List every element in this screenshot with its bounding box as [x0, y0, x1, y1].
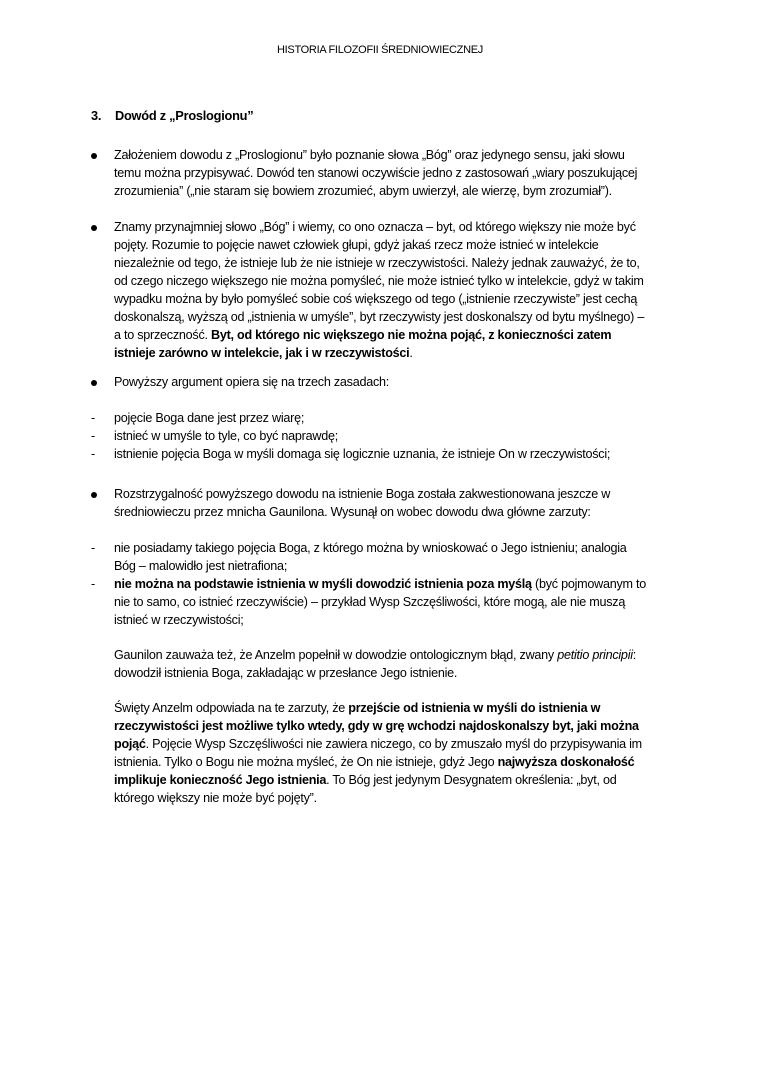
dash-marker: -	[91, 577, 95, 591]
bullet-marker	[91, 225, 97, 231]
dash-marker: -	[91, 411, 95, 425]
bold-run: nie można na podstawie istnienia w myśli dowodzić istnienia poza myślą	[114, 577, 532, 591]
text-line: Znamy przynajmniej słowo „Bóg” i wiemy, co ono oznacza – byt, od którego większy nie może być	[114, 220, 636, 234]
list-item	[114, 409, 674, 427]
dash-marker: -	[91, 541, 95, 555]
paragraph-gaunilo	[114, 485, 674, 521]
text-line: dowodził istnienia Boga, zakładając w przesłance Jego istnienie.	[114, 666, 458, 680]
text-line: niezależnie od tego, że istnieje lub że nie istnieje w rzeczywistości. Należy jednak zauważyć, że to,	[114, 256, 640, 270]
text-line: wypadku można by było pomyśleć sobie coś większego od tego („istnienie rzeczywiste” jest cechą	[114, 292, 638, 306]
paragraph-anselm-reply	[114, 699, 674, 807]
text-line: istnienie pojęcia Boga w myśli domaga się logicznie uznania, że istnieje On w rzeczywistości;	[114, 447, 611, 461]
running-header: HISTORIA FILOZOFII ŚREDNIOWIECZNEJ	[277, 44, 483, 56]
paragraph-principles-intro	[114, 373, 674, 391]
paragraph-petitio	[114, 646, 674, 682]
text-line: nie posiadamy takiego pojęcia Boga, z którego można by wnioskować o Jego istnieniu; analogia	[114, 541, 627, 555]
text-line: średniowieczu przez mnicha Gaunilona. Wysunął on wobec dowodu dwa główne zarzuty:	[114, 505, 591, 519]
text-run: . To Bóg jest jedynym Desygnatem określenia: „byt, od	[326, 773, 617, 787]
text-run: istnienia. Tylko o Bogu nie można myśleć, że On nie istnieje, gdyż Jego	[114, 755, 498, 769]
list-item	[114, 445, 674, 463]
section-heading	[91, 108, 253, 123]
bold-run: pojąć	[114, 737, 146, 751]
bullet-marker	[91, 153, 97, 159]
dash-marker: -	[91, 447, 95, 461]
text-line	[114, 575, 674, 593]
bold-run: Byt, od którego nic większego nie można pojąć, z konieczności zatem	[211, 328, 612, 342]
dash-marker: -	[91, 429, 95, 443]
bold-run: istnieje zarówno w intelekcie, jak i w rzeczywistości	[114, 346, 410, 360]
text-line: nie to samo, co istnieć rzeczywiście) – przykład Wysp Szczęśliwości, które mogą, ale nie muszą	[114, 595, 626, 609]
list-item	[114, 539, 674, 575]
paragraph-premise	[114, 146, 674, 200]
section-number: 3.	[91, 108, 102, 123]
bold-run: najwyższa doskonałość	[497, 755, 635, 769]
text-line: od czego niczego większego nie można pomyśleć, nie może istnieć tylko w intelekcie, gdyż w takim	[114, 274, 644, 288]
list-item	[114, 575, 674, 629]
text-line: Powyższy argument opiera się na trzech zasadach:	[114, 375, 389, 389]
text-run: Święty Anzelm odpowiada na te zarzuty, że	[114, 701, 349, 715]
text-line: doskonalszą, wyższą od „istnienia w umyśle”, byt rzeczywisty jest doskonalszy od bytu myślnego) –	[114, 310, 645, 324]
list-item	[114, 427, 674, 445]
text-line: Rozstrzygalność powyższego dowodu na istnienie Boga została zakwestionowana jeszcze w	[114, 487, 611, 501]
bullet-marker	[91, 380, 97, 386]
text-line: którego większy nie może być pojęty”.	[114, 791, 317, 805]
text-line	[114, 646, 674, 664]
text-run: .	[409, 346, 413, 360]
text-line	[114, 735, 674, 753]
text-line: Założeniem dowodu z „Proslogionu” było poznanie słowa „Bóg” oraz jedynego sensu, jaki słowu	[114, 148, 625, 162]
text-line: temu można przypisywać. Dowód ten stanowi oczywiście jedno z zastosowań „wiary poszukującej	[114, 166, 638, 180]
italic-run: petitio principii	[557, 648, 633, 662]
text-line	[114, 326, 674, 344]
bold-run: przejście od istnienia w myśli do istnienia w	[348, 701, 601, 715]
text-line: pojęty. Rozumie to pojęcie nawet człowiek głupi, gdyż jakaś rzecz może istnieć w intelekcie	[114, 238, 599, 252]
text-line	[114, 771, 674, 789]
text-line	[114, 344, 674, 362]
text-line: Bóg – malowidło jest nietrafiona;	[114, 559, 288, 573]
text-line: istnieć w rzeczywistości;	[114, 613, 244, 627]
text-run: :	[632, 648, 637, 662]
text-line	[114, 699, 674, 717]
bold-run: rzeczywistości jest możliwe tylko wtedy, gdy w grę wchodzi najdoskonalszy byt, jaki można	[114, 719, 639, 733]
section-title: Dowód z „Proslogionu”	[115, 108, 254, 123]
text-run: Gaunilon zauważa też, że Anzelm popełnił w dowodzie ontologicznym błąd, zwany	[114, 648, 558, 662]
bullet-marker	[91, 492, 97, 498]
text-run: . Pojęcie Wysp Szczęśliwości nie zawiera niczego, co by zmuszało myśl do przypisywania im	[145, 737, 642, 751]
text-line: pojęcie Boga dane jest przez wiarę;	[114, 411, 305, 425]
text-line	[114, 717, 674, 735]
bold-run: implikuje konieczność Jego istnienia	[114, 773, 327, 787]
text-run: a to sprzeczność.	[114, 328, 211, 342]
text-line	[114, 753, 674, 771]
paragraph-argument	[114, 218, 674, 362]
text-line: zrozumienia” („nie staram się bowiem zrozumieć, abym uwierzył, ale wierzę, bym zrozumiał”).	[114, 184, 612, 198]
text-run: (być pojmowanym to	[531, 577, 647, 591]
text-line: istnieć w umyśle to tyle, co być naprawdę;	[114, 429, 338, 443]
